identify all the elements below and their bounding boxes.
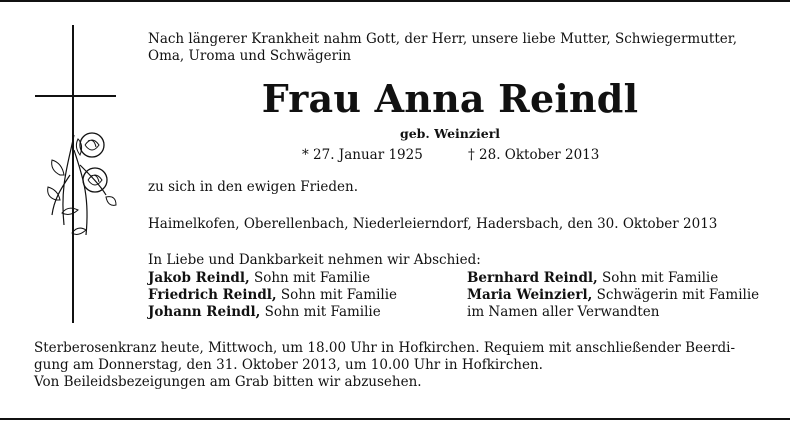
cross-with-roses-icon <box>30 25 125 325</box>
birth-date: * 27. Januar 1925 <box>302 147 423 163</box>
deceased-name: Frau Anna Reindl <box>261 76 639 121</box>
mourner-relation: Sohn mit Familie <box>260 304 381 320</box>
mourner-entry <box>148 304 381 321</box>
service-info <box>34 340 735 391</box>
mourner-entry <box>148 287 397 304</box>
bottom-border <box>0 418 790 420</box>
intro-line-1: Nach längerer Krankheit nahm Gott, der Herr, unsere liebe Mutter, Schwiegermutter, <box>148 31 738 47</box>
mourner-name: Bernhard Reindl, <box>467 270 598 286</box>
peace-line: zu sich in den ewigen Frieden. <box>148 179 359 195</box>
service-line-2: gung am Donnerstag, den 31. Oktober 2013, um 10.00 Uhr in Hofkirchen. <box>34 357 543 373</box>
mourner-entry <box>467 304 659 321</box>
mourner-relation: Sohn mit Familie <box>249 270 371 286</box>
mourner-name: Johann Reindl, <box>148 304 261 320</box>
places-date-line: Haimelkofen, Oberellenbach, Niederleierndorf, Hadersbach, den 30. Oktober 2013 <box>148 216 718 232</box>
maiden-name: geb. Weinzierl <box>399 126 501 141</box>
mourner-name: Jakob Reindl, <box>148 270 250 286</box>
mourner-entry <box>467 270 718 287</box>
mourner-entry <box>148 270 370 287</box>
mourner-name: Friedrich Reindl, <box>148 287 277 303</box>
death-date: † 28. Oktober 2013 <box>468 147 600 163</box>
service-line-1: Sterberosenkranz heute, Mittwoch, um 18.00 Uhr in Hofkirchen. Requiem mit anschließender Beerdi- <box>34 340 736 356</box>
mourner-relation: Sohn mit Familie <box>276 287 398 303</box>
mourner-entry <box>467 287 759 304</box>
intro-line-2: Oma, Uroma und Schwägerin <box>148 48 352 64</box>
top-border <box>0 0 790 2</box>
service-line-3: Von Beileidsbezeigungen am Grab bitten wir abzusehen. <box>34 374 422 390</box>
mourner-relation: im Namen aller Verwandten <box>467 304 660 320</box>
mourner-relation: Schwägerin mit Familie <box>592 287 760 303</box>
intro-text <box>148 31 737 65</box>
farewell-line: In Liebe und Dankbarkeit nehmen wir Abschied: <box>148 252 481 268</box>
mourner-name: Maria Weinzierl, <box>467 287 593 303</box>
mourner-relation: Sohn mit Familie <box>597 270 719 286</box>
